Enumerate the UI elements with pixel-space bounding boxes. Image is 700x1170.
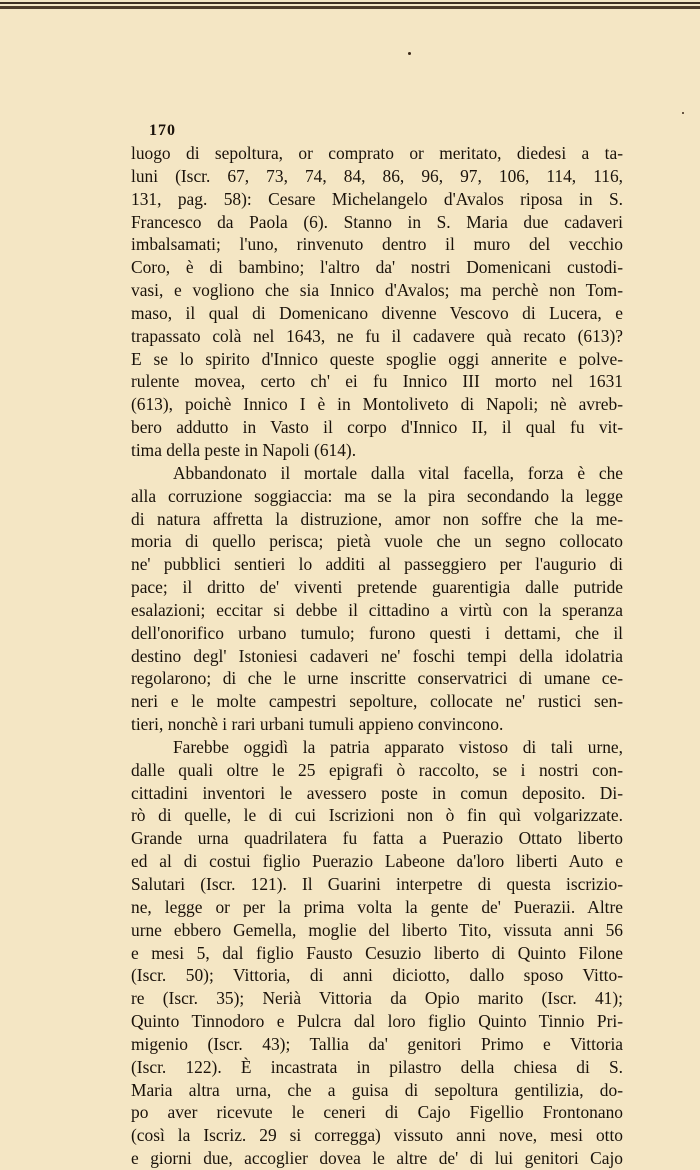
- text-line: moria di quello perisca; pietà vuole che un segno collocato: [131, 531, 623, 552]
- text-line: e giorni due, accoglier dovea le altre de' di lui genitori Cajo: [131, 1148, 623, 1169]
- body-text: [131, 142, 623, 1170]
- text-line: imbalsamati; l'uno, rinvenuto dentro il muro del vecchio: [131, 234, 623, 255]
- text-line: dell'onorifico urbano tumulo; furono questi i dettami, che il: [131, 622, 623, 643]
- text-line: luogo di sepoltura, or comprato or meritato, diedesi a ta-: [131, 143, 623, 163]
- text-line: ne, legge or per la prima volta la gente de' Puerazii. Altre: [131, 896, 623, 917]
- text-line: Salutari (Iscr. 121). Il Guarini interpetre di questa iscrizio-: [131, 874, 623, 894]
- text-line: E se lo spirito d'Innico queste spoglie oggi annerite e polve-: [131, 348, 623, 369]
- text-line: cittadini inventori le avessero poste in comun deposito. Di-: [131, 782, 623, 803]
- text-line: luni (Iscr. 67, 73, 74, 84, 86, 96, 97, 106, 114, 116,: [131, 165, 623, 186]
- text-line: Grande urna quadrilatera fu fatta a Puerazio Ottato liberto: [131, 828, 623, 849]
- text-line: (613), poichè Innico I è in Montoliveto di Napoli; nè avreb-: [131, 394, 623, 415]
- text-line: trapassato colà nel 1643, ne fu il cadavere quà recato (613)?: [131, 325, 623, 346]
- text-line: destino degl' Istoniesi cadaveri ne' foschi tempi della idolatria: [131, 645, 623, 666]
- text-line: tima della peste in Napoli (614).: [131, 439, 357, 460]
- text-line: pace; il dritto de' viventi pretende guarentigia dalle putride: [131, 577, 623, 598]
- text-line: (Iscr. 50); Vittoria, di anni diciotto, dallo sposo Vitto-: [131, 965, 623, 986]
- text-line: e mesi 5, dal figlio Fausto Cesuzio liberto di Quinto Filone: [131, 942, 623, 963]
- page-number: 170: [149, 122, 176, 139]
- top-rule: [0, 2, 700, 11]
- text-line: migenio (Iscr. 43); Tallia da' genitori Primo e Vittoria: [131, 1033, 623, 1054]
- text-line: Abbandonato il mortale dalla vital facella, forza è che: [173, 462, 623, 483]
- text-line: maso, il qual di Domenicano divenne Vescovo di Lucera, e: [131, 302, 623, 323]
- text-line: 131, pag. 58): Cesare Michelangelo d'Avalos riposa in S.: [131, 188, 623, 209]
- text-line: Maria altra urna, che a guisa di sepoltura gentilizia, do-: [131, 1079, 623, 1100]
- text-line: ne' pubblici sentieri lo additi al passeggiero per l'augurio di: [131, 554, 623, 575]
- text-line: regolarono; di che le urne inscritte conservatrici di umane ce-: [131, 668, 623, 689]
- text-line: dalle quali oltre le 25 epigrafi ò raccolto, se i nostri con-: [131, 759, 623, 780]
- text-line: ed al di costui figlio Puerazio Labeone da'loro liberti Auto e: [131, 851, 623, 872]
- ink-speck: [408, 52, 411, 55]
- text-line: rulente movea, certo ch' ei fu Innico III morto nel 1631: [131, 371, 623, 392]
- text-line: vasi, e vogliono che sia Innico d'Avalos; ma perchè non Tom-: [131, 280, 623, 301]
- text-line: neri e le molte campestri sepolture, collocate ne' rustici sen-: [131, 691, 623, 712]
- text-line: di natura affretta la distruzione, amor non soffre che la me-: [131, 508, 623, 529]
- text-line: Quinto Tinnodoro e Pulcra dal loro figlio Quinto Tinnio Pri-: [131, 1011, 623, 1032]
- text-line: bero addutto in Vasto il corpo d'Innico II, il qual fu vit-: [131, 417, 623, 438]
- text-line: (Iscr. 122). È incastrata in pilastro della chiesa di S.: [131, 1056, 623, 1077]
- text-line: re (Iscr. 35); Nerià Vittoria da Opio marito (Iscr. 41);: [131, 988, 623, 1009]
- text-line: rò di quelle, le di cui Iscrizioni non ò fin quì volgarizzate.: [131, 805, 623, 826]
- text-line: Francesco da Paola (6). Stanno in S. Maria due cadaveri: [131, 211, 623, 232]
- text-line: po aver ricevute le ceneri di Cajo Figellio Frontonano: [131, 1102, 623, 1123]
- text-line: Coro, è di bambino; l'altro da' nostri Domenicani custodi-: [131, 257, 623, 278]
- text-line: Farebbe oggidì la patria apparato vistoso di tali urne,: [173, 736, 623, 757]
- text-line: (così la Iscriz. 29 si corregga) vissuto anni nove, mesi otto: [131, 1125, 623, 1146]
- ink-speck: [682, 112, 684, 114]
- text-line: esalazioni; eccitar si debbe il cittadino a virtù con la speranza: [131, 599, 623, 620]
- text-line: tieri, nonchè i rari urbani tumuli appieno convincono.: [131, 714, 504, 735]
- text-line: urne ebbero Gemella, moglie del liberto Tito, vissuta anni 56: [131, 919, 623, 940]
- text-line: alla corruzione soggiaccia: ma se la pira secondando la legge: [131, 485, 623, 506]
